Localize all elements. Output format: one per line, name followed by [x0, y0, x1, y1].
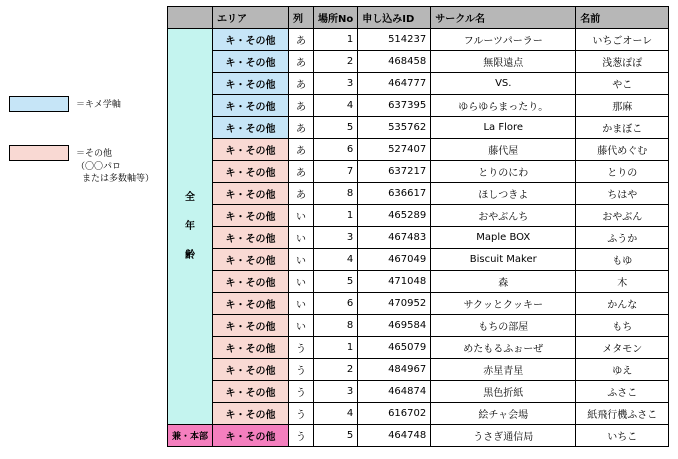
name-cell: 紙飛行機ふさこ — [576, 403, 669, 425]
name-cell: ふさこ — [576, 381, 669, 403]
circle-name-cell: サクッとクッキー — [431, 293, 576, 315]
name-cell: やこ — [576, 73, 669, 95]
circle-name-cell: ゆらゆらまったり。 — [431, 95, 576, 117]
table-row — [168, 293, 669, 315]
app-id-cell: 616702 — [358, 403, 431, 425]
app-id-cell: 484967 — [358, 359, 431, 381]
circle-name-cell: La Flore — [431, 117, 576, 139]
place-no-cell: 1 — [314, 337, 358, 359]
row-cell: う — [289, 425, 314, 447]
circle-name-cell: 森 — [431, 271, 576, 293]
area-cell: キ・その他 — [213, 359, 289, 381]
circle-name-cell: めたもるふぉーぜ — [431, 337, 576, 359]
table-row — [168, 425, 669, 447]
row-cell: う — [289, 359, 314, 381]
name-cell: かまぼこ — [576, 117, 669, 139]
legend-label-kime: ＝キメ学軸 — [76, 100, 121, 110]
circle-name-cell: フルーツパーラー — [431, 29, 576, 51]
app-id-cell: 464874 — [358, 381, 431, 403]
circle-name-cell: Maple BOX — [431, 227, 576, 249]
name-cell: もゆ — [576, 249, 669, 271]
row-cell: あ — [289, 29, 314, 51]
table-row — [168, 73, 669, 95]
table-row — [168, 249, 669, 271]
header-place-no: 場所No — [314, 7, 358, 29]
legend-note-line2: または多数軸等） — [82, 174, 155, 184]
circle-name-cell: ほしつきよ — [431, 183, 576, 205]
row-cell: い — [289, 315, 314, 337]
place-no-cell: 3 — [314, 227, 358, 249]
app-id-cell: 637217 — [358, 161, 431, 183]
area-cell: キ・その他 — [213, 95, 289, 117]
place-no-cell: 5 — [314, 271, 358, 293]
place-no-cell: 8 — [314, 315, 358, 337]
app-id-cell: 471048 — [358, 271, 431, 293]
name-cell: いちごオーレ — [576, 29, 669, 51]
place-no-cell: 3 — [314, 73, 358, 95]
app-id-cell: 464748 — [358, 425, 431, 447]
row-cell: あ — [289, 95, 314, 117]
group-label-char: 年 — [185, 221, 195, 232]
legend-swatch-kime — [9, 96, 69, 112]
table-row — [168, 117, 669, 139]
place-no-cell: 2 — [314, 51, 358, 73]
area-cell: キ・その他 — [213, 161, 289, 183]
header-row — [168, 7, 669, 29]
row-cell: あ — [289, 183, 314, 205]
name-cell: 木 — [576, 271, 669, 293]
app-id-cell: 465079 — [358, 337, 431, 359]
row-cell: う — [289, 381, 314, 403]
area-cell: キ・その他 — [213, 29, 289, 51]
area-cell: キ・その他 — [213, 293, 289, 315]
table-row — [168, 271, 669, 293]
area-cell: キ・その他 — [213, 205, 289, 227]
row-cell: い — [289, 205, 314, 227]
table-row — [168, 227, 669, 249]
place-no-cell: 6 — [314, 293, 358, 315]
place-no-cell: 5 — [314, 117, 358, 139]
group-cell-joint: 兼・本部 — [168, 425, 213, 447]
name-cell: 那麻 — [576, 95, 669, 117]
circle-name-cell: うさぎ通信局 — [431, 425, 576, 447]
app-id-cell: 637395 — [358, 95, 431, 117]
area-cell: キ・その他 — [213, 425, 289, 447]
app-id-cell: 527407 — [358, 139, 431, 161]
row-cell: い — [289, 249, 314, 271]
area-cell: キ・その他 — [213, 249, 289, 271]
table-row — [168, 51, 669, 73]
place-no-cell: 6 — [314, 139, 358, 161]
area-cell: キ・その他 — [213, 183, 289, 205]
table-row — [168, 381, 669, 403]
circle-name-cell: 赤星青星 — [431, 359, 576, 381]
group-label-char: 齢 — [185, 250, 195, 261]
app-id-cell: 636617 — [358, 183, 431, 205]
area-cell: キ・その他 — [213, 117, 289, 139]
legend-note-line1: （〇〇パロ — [76, 162, 122, 172]
group-cell-all-ages — [168, 29, 213, 425]
name-cell: ちはや — [576, 183, 669, 205]
row-cell: あ — [289, 117, 314, 139]
circle-name-cell: 黒色折紙 — [431, 381, 576, 403]
name-cell: メタモン — [576, 337, 669, 359]
name-cell: ふうか — [576, 227, 669, 249]
place-no-cell: 8 — [314, 183, 358, 205]
table-row — [168, 161, 669, 183]
place-no-cell: 4 — [314, 95, 358, 117]
table-row — [168, 403, 669, 425]
app-id-cell: 467483 — [358, 227, 431, 249]
place-no-cell: 5 — [314, 425, 358, 447]
app-id-cell: 468458 — [358, 51, 431, 73]
circle-name-cell: 無限遠点 — [431, 51, 576, 73]
circle-name-cell: VS. — [431, 73, 576, 95]
area-cell: キ・その他 — [213, 403, 289, 425]
header-area: エリア — [213, 7, 289, 29]
legend-label-other: ＝その他 — [76, 149, 113, 159]
place-no-cell: 1 — [314, 205, 358, 227]
app-id-cell: 464777 — [358, 73, 431, 95]
row-cell: あ — [289, 73, 314, 95]
place-no-cell: 3 — [314, 381, 358, 403]
circle-name-cell: おやぶんち — [431, 205, 576, 227]
row-cell: あ — [289, 51, 314, 73]
place-no-cell: 2 — [314, 359, 358, 381]
area-cell: キ・その他 — [213, 51, 289, 73]
circle-name-cell: 絵チャ会場 — [431, 403, 576, 425]
legend-panel — [0, 0, 160, 459]
row-cell: い — [289, 227, 314, 249]
app-id-cell: 514237 — [358, 29, 431, 51]
table-row — [168, 183, 669, 205]
app-id-cell: 465289 — [358, 205, 431, 227]
area-cell: キ・その他 — [213, 381, 289, 403]
row-cell: う — [289, 403, 314, 425]
app-id-cell: 467049 — [358, 249, 431, 271]
header-circle-name: サークル名 — [431, 7, 576, 29]
name-cell: 藤代めぐむ — [576, 139, 669, 161]
place-no-cell: 4 — [314, 249, 358, 271]
table-row — [168, 359, 669, 381]
name-cell: かんな — [576, 293, 669, 315]
area-cell: キ・その他 — [213, 73, 289, 95]
area-cell: キ・その他 — [213, 315, 289, 337]
header-blank — [168, 7, 213, 29]
app-id-cell: 470952 — [358, 293, 431, 315]
app-id-cell: 535762 — [358, 117, 431, 139]
area-cell: キ・その他 — [213, 139, 289, 161]
name-cell: ゆえ — [576, 359, 669, 381]
name-cell: とりの — [576, 161, 669, 183]
table-row — [168, 139, 669, 161]
name-cell: いちこ — [576, 425, 669, 447]
app-id-cell: 469584 — [358, 315, 431, 337]
row-cell: い — [289, 293, 314, 315]
place-no-cell: 7 — [314, 161, 358, 183]
table-body — [168, 29, 669, 447]
table-row — [168, 29, 669, 51]
group-label-char: 全 — [185, 192, 195, 203]
circle-name-cell: もちの部屋 — [431, 315, 576, 337]
name-cell: もち — [576, 315, 669, 337]
name-cell: 浅葱ぽぽ — [576, 51, 669, 73]
row-cell: う — [289, 337, 314, 359]
row-cell: あ — [289, 161, 314, 183]
circle-table — [167, 6, 669, 447]
area-cell: キ・その他 — [213, 227, 289, 249]
row-cell: あ — [289, 139, 314, 161]
circle-name-cell: とりのにわ — [431, 161, 576, 183]
header-name: 名前 — [576, 7, 669, 29]
table-row — [168, 205, 669, 227]
table-row — [168, 337, 669, 359]
table-row — [168, 95, 669, 117]
circle-name-cell: 藤代屋 — [431, 139, 576, 161]
circle-name-cell: Biscuit Maker — [431, 249, 576, 271]
place-no-cell: 1 — [314, 29, 358, 51]
header-row-col: 列 — [289, 7, 314, 29]
area-cell: キ・その他 — [213, 337, 289, 359]
area-cell: キ・その他 — [213, 271, 289, 293]
name-cell: おやぶん — [576, 205, 669, 227]
header-app-id: 申し込みID — [358, 7, 431, 29]
place-no-cell: 4 — [314, 403, 358, 425]
table-row — [168, 315, 669, 337]
legend-swatch-other — [9, 145, 69, 161]
row-cell: い — [289, 271, 314, 293]
